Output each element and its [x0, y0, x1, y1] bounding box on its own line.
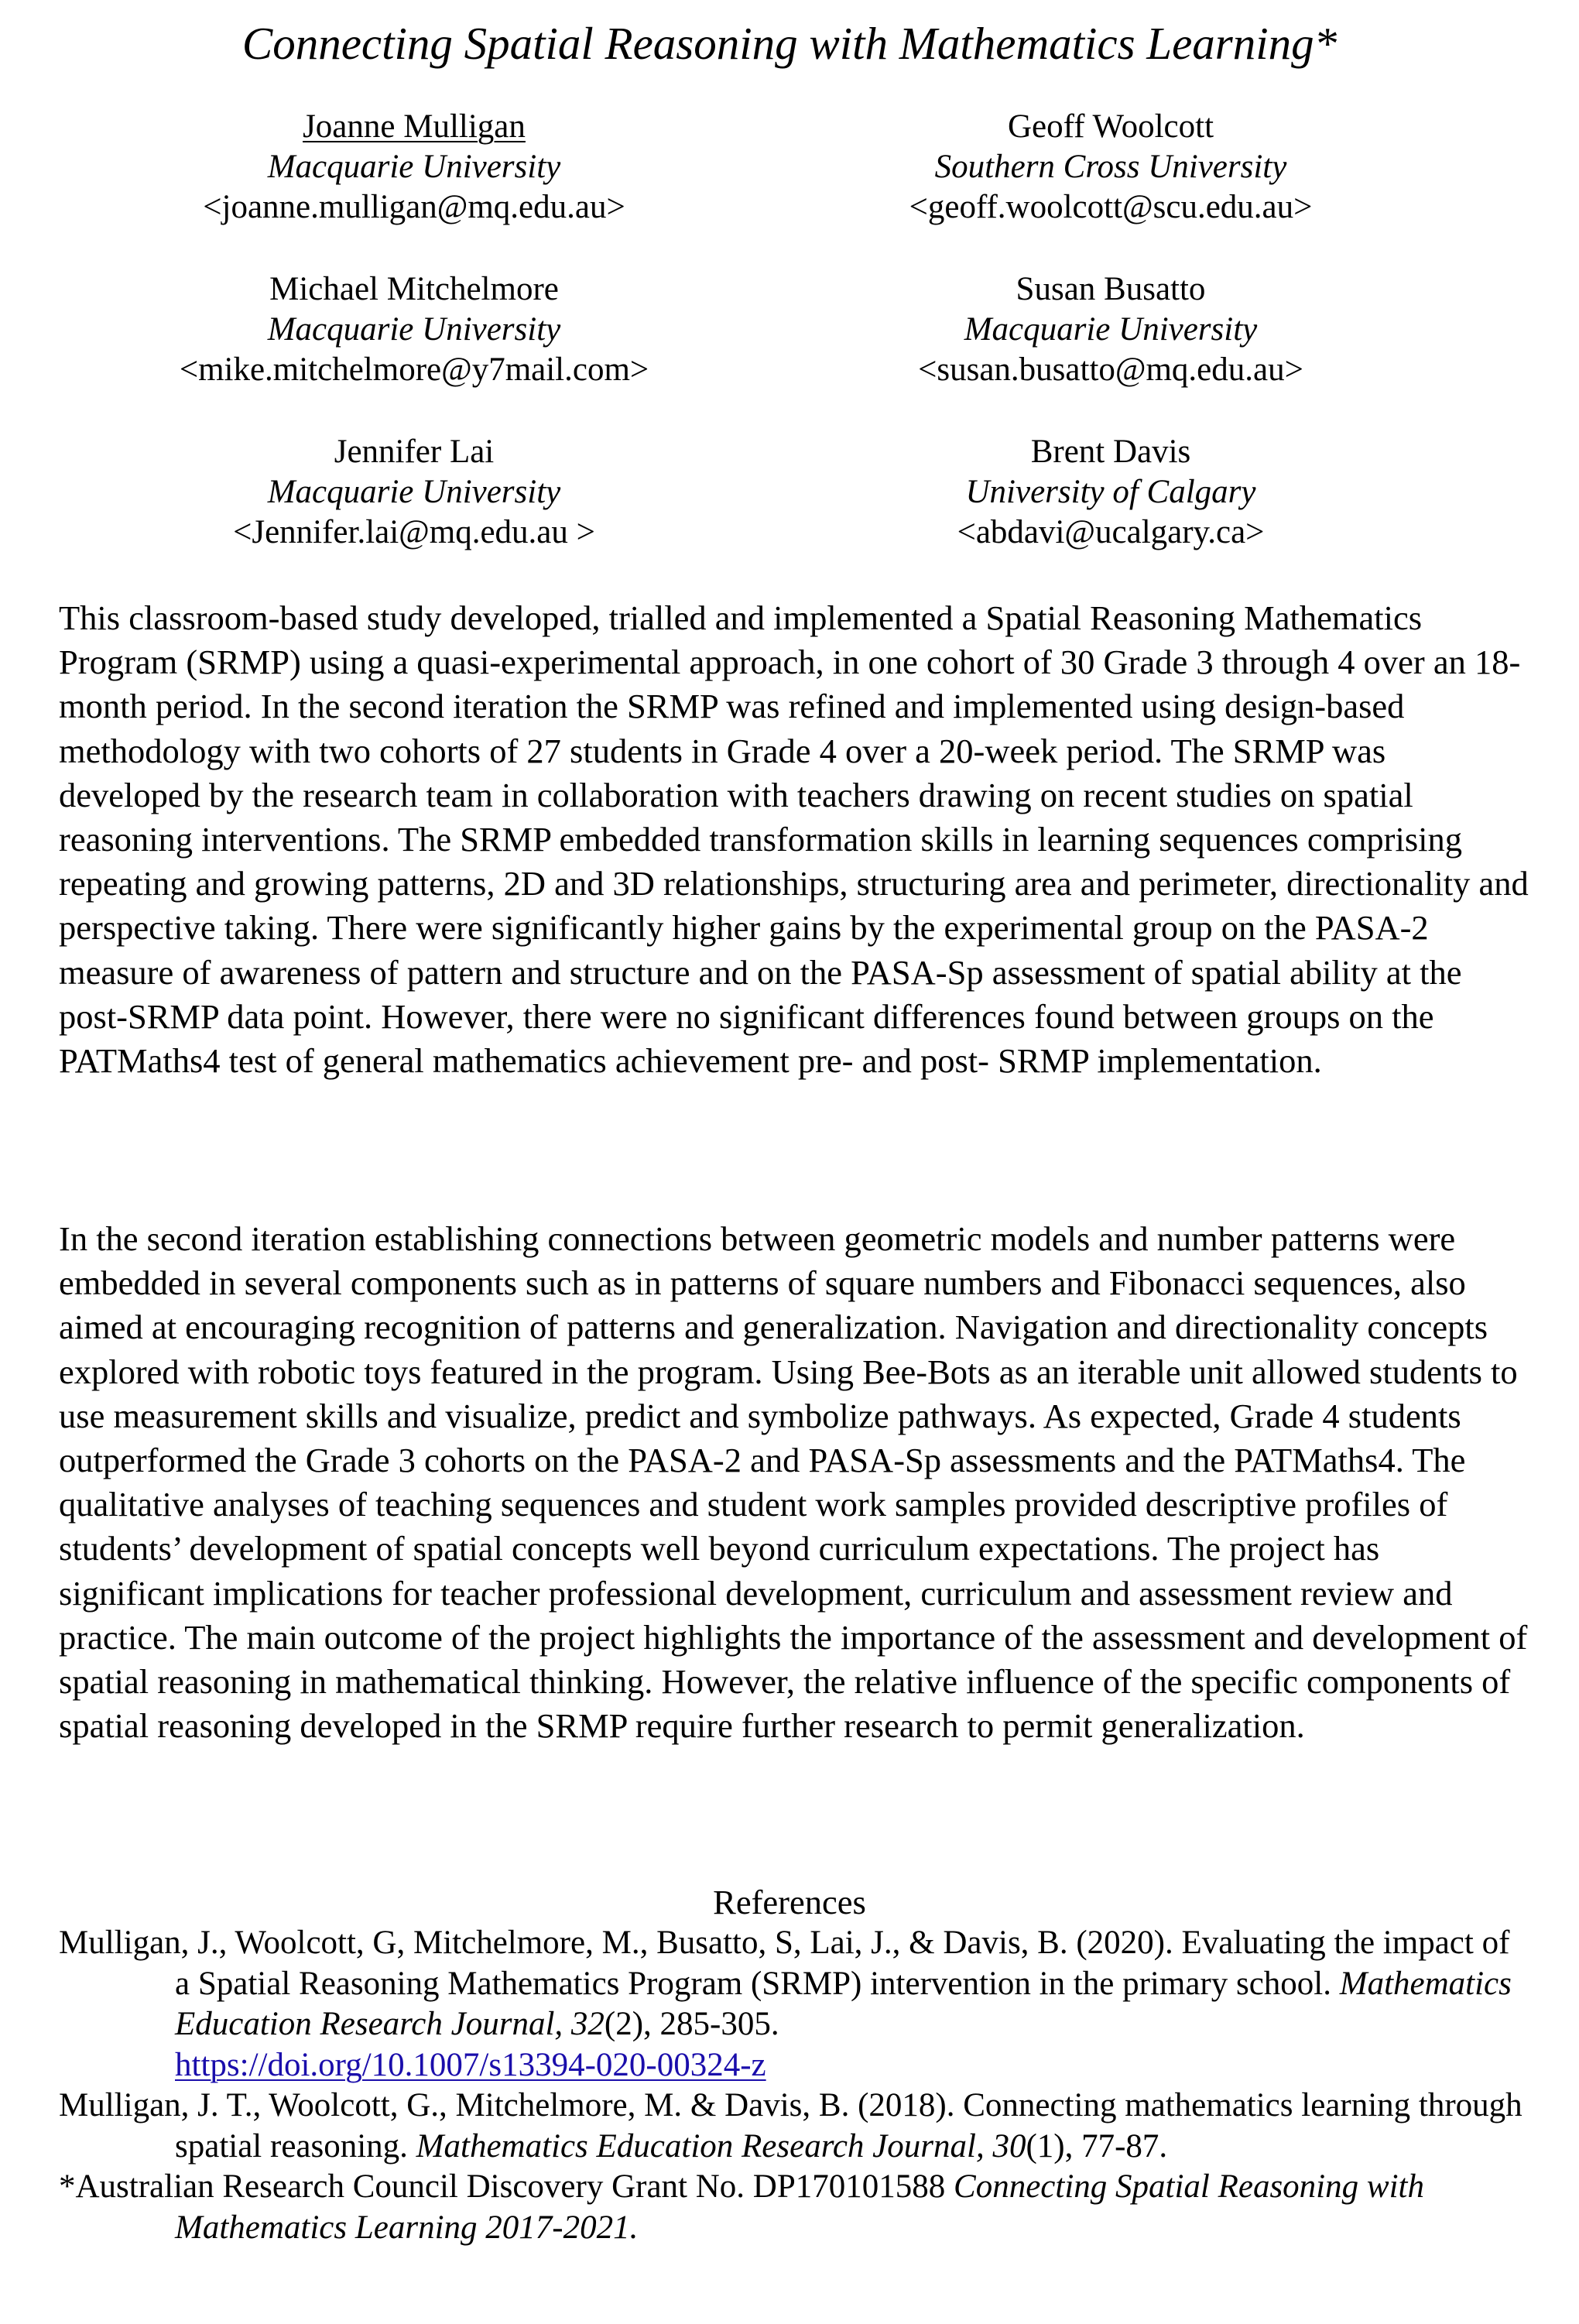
author-entry — [762, 107, 1459, 228]
author-email: <susan.busatto@mq.edu.au> — [918, 351, 1303, 388]
references-heading: References — [713, 1883, 866, 1921]
paper-title: Connecting Spatial Reasoning with Mathematics Learning* — [241, 18, 1338, 69]
reference-journal: Mathematics Education Research Journal, 32 — [175, 1965, 1512, 2042]
author-name: Brent Davis — [1030, 434, 1191, 470]
abstract-paragraph-2 — [59, 1217, 1529, 1748]
author-entry — [762, 269, 1459, 390]
author-email: <Jennifer.lai@mq.edu.au > — [233, 514, 595, 550]
reference-journal: Mathematics Education Research Journal, 30 — [416, 2127, 1026, 2165]
author-entry — [66, 432, 762, 553]
author-email: <abdavi@ucalgary.ca> — [957, 514, 1265, 550]
author-affiliation: Macquarie University — [267, 474, 561, 510]
footnote-italic: Connecting Spatial Reasoning with Mathematics Learning 2017-2021. — [175, 2168, 1424, 2246]
author-email: <geoff.woolcott@scu.edu.au> — [909, 189, 1313, 225]
author-affiliation: Macquarie University — [267, 311, 561, 348]
author-email: <mike.mitchelmore@y7mail.com> — [179, 351, 649, 388]
reference-text: Mulligan, J., Woolcott, G, Mitchelmore, M., Busatto, S, Lai, J., & Davis, B. (2020). Evaluating the impact of a Spatial Reasoning Mathematics Program (SRMP) intervention in the primary school. — [59, 1925, 1510, 2002]
doi-link[interactable]: https://doi.org/10.1007/s13394-020-00324-z — [175, 2046, 766, 2083]
abstract-paragraph-1 — [59, 596, 1529, 1083]
reference-issue: (1), 77-87. — [1026, 2127, 1168, 2165]
author-email: <joanne.mulligan@mq.edu.au> — [203, 189, 625, 225]
author-affiliation: Southern Cross University — [934, 149, 1287, 185]
reference-text: Mulligan, J. T., Woolcott, G., Mitchelmore, M. & Davis, B. (2018). Connecting mathematics learning through spatial reasoning. — [59, 2087, 1522, 2165]
grant-footnote — [59, 2167, 1529, 2248]
author-block — [0, 107, 1579, 556]
body-paragraph: In the second iteration establishing connections between geometric models and number patterns were embedded in several components such as in patterns of square numbers and Fibonacci sequences, also aimed at encouraging recognition of patterns and generalization. Navigation and directionality concepts explored with robotic toys featured in the program. Using Bee-Bots as an iterable unit allowed students to use measurement skills and visualize, predict and symbolize pathways. As expected, Grade 4 students outperformed the Grade 3 cohorts on the PASA-2 and PASA-Sp assessments and the PATMaths4. The qualitative analyses of teaching sequences and student work samples provided descriptive profiles of students’ development of spatial concepts well beyond curriculum expectations. The project has significant implications for teacher professional development, curriculum and assessment review and practice. The main outcome of the project highlights the importance of the assessment and development of spatial reasoning in mathematical thinking. However, the relative influence of the specific components of spatial reasoning developed in the SRMP require further research to permit generalization. — [59, 1219, 1528, 1746]
author-entry — [66, 107, 762, 228]
reference-entry — [59, 2086, 1529, 2167]
author-name: Jennifer Lai — [334, 434, 495, 470]
author-name: Joanne Mulligan — [303, 108, 526, 145]
author-name: Susan Busatto — [1016, 271, 1206, 307]
author-affiliation: Macquarie University — [964, 311, 1258, 348]
author-name: Geoff Woolcott — [1007, 108, 1214, 145]
reference-issue: (2), 285-305. — [604, 2006, 779, 2042]
author-name: Michael Mitchelmore — [269, 271, 559, 307]
author-entry — [762, 432, 1459, 553]
author-affiliation: University of Calgary — [965, 474, 1256, 510]
reference-entry — [59, 1923, 1529, 2086]
references-list — [59, 1923, 1529, 2248]
body-paragraph: This classroom-based study developed, trialled and implemented a Spatial Reasoning Mathematics Program (SRMP) using a quasi-experimental approach, in one cohort of 30 Grade 3 through 4 over an 18-month period. In the second iteration the SRMP was refined and implemented using design-based methodology with two cohorts of 27 students in Grade 4 over a 20-week period. The SRMP was developed by the research team in collaboration with teachers drawing on recent studies on spatial reasoning interventions. The SRMP embedded transformation skills in learning sequences comprising repeating and growing patterns, 2D and 3D relationships, structuring area and perimeter, directionality and perspective taking. There were significantly higher gains by the experimental group on the PASA-2 measure of awareness of pattern and structure and on the PASA-Sp assessment of spatial ability at the post-SRMP data point. However, there were no significant differences found between groups on the PATMaths4 test of general mathematics achievement pre- and post- SRMP implementation. — [59, 598, 1529, 1081]
author-entry — [66, 269, 762, 390]
author-affiliation: Macquarie University — [267, 149, 561, 185]
footnote-text: *Australian Research Council Discovery Grant No. DP170101588 — [59, 2168, 954, 2205]
